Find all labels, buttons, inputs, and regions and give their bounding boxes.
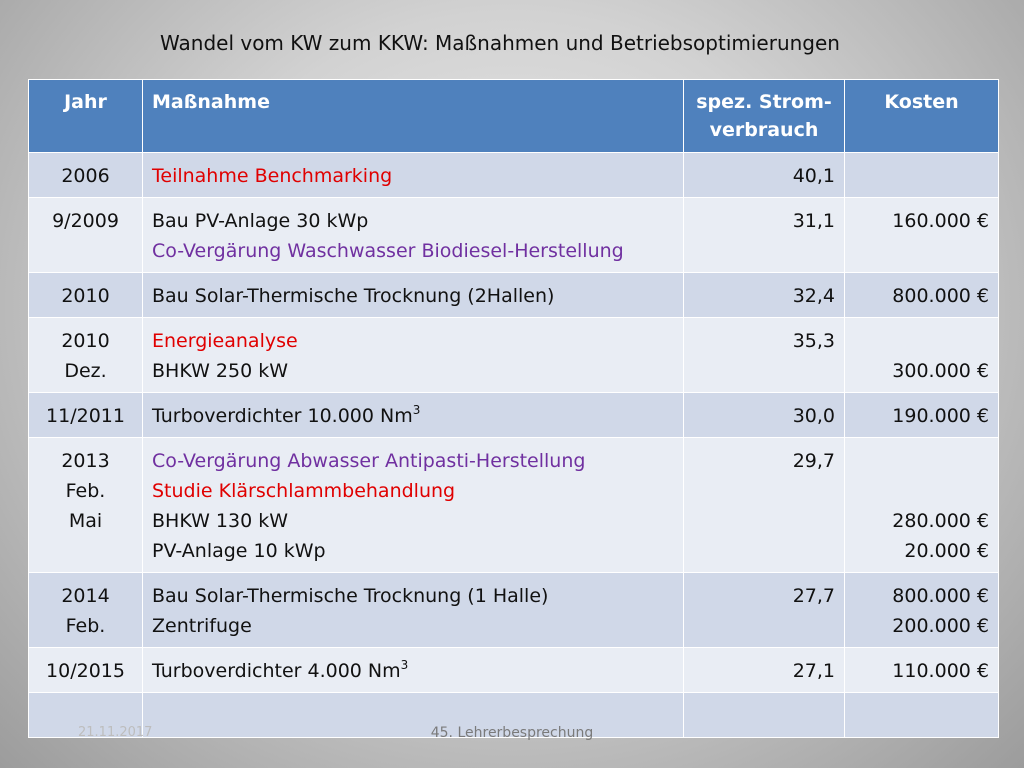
cell-text: 11/2011 [46, 405, 125, 427]
cell-text: Dez. [64, 360, 107, 382]
cell-text: Energieanalyse [152, 330, 298, 352]
cell-line [693, 281, 835, 311]
slide-title: Wandel vom KW zum KKW: Maßnahmen und Betriebsoptimierungen [160, 31, 840, 55]
cell-kosten [845, 198, 999, 273]
footer-event: 45. Lehrerbesprechung [430, 725, 594, 741]
cell-text: Turboverdichter 4.000 Nm [152, 660, 401, 682]
table-row [29, 573, 999, 648]
cell-kosten [845, 393, 999, 438]
cell-jahr [29, 573, 143, 648]
cell-line [693, 581, 835, 611]
cell-text: 190.000 € [892, 405, 989, 427]
cell-line [38, 401, 133, 431]
cell-line [152, 356, 674, 386]
cell-strom [684, 198, 845, 273]
cell-text: Studie Klärschlammbehandlung [152, 480, 456, 502]
cell-text: 2006 [61, 165, 110, 187]
cell-text: 32,4 [792, 285, 835, 307]
table-row [29, 153, 999, 198]
cell-jahr [29, 273, 143, 318]
table-row [29, 438, 999, 573]
cell-massnahme [143, 648, 684, 693]
cell-line [693, 656, 835, 686]
cell-text: 160.000 € [892, 210, 989, 232]
cell-line [854, 656, 989, 686]
cell-text: Co-Vergärung Waschwasser Biodiesel-Herstellung [152, 240, 624, 262]
table-header-row [29, 80, 999, 153]
cell-massnahme [143, 198, 684, 273]
cell-line [854, 611, 989, 641]
cell-kosten [845, 318, 999, 393]
table-body [29, 153, 999, 738]
cell-line [152, 206, 674, 236]
cell-line [38, 206, 133, 236]
table-row [29, 648, 999, 693]
cell-jahr [29, 153, 143, 198]
cell-kosten [845, 438, 999, 573]
cell-line [38, 506, 133, 536]
cell-text: BHKW 130 kW [152, 510, 289, 532]
cell-line [38, 281, 133, 311]
cell-text: PV-Anlage 10 kWp [152, 540, 326, 562]
cell-text: 2013 [61, 450, 110, 472]
cell-jahr [29, 438, 143, 573]
cell-line [152, 611, 674, 641]
cell-line [693, 326, 835, 356]
cell-text: 30,0 [792, 405, 835, 427]
cell-text: 10/2015 [46, 660, 125, 682]
cell-text: 300.000 € [892, 360, 989, 382]
cell-line [854, 206, 989, 236]
cell-strom [684, 573, 845, 648]
cell-line [854, 326, 989, 356]
header-strom: spez. Strom-verbrauch [684, 80, 845, 153]
cell-line [854, 281, 989, 311]
cell-text: 29,7 [792, 450, 835, 472]
cell-text: 9/2009 [52, 210, 119, 232]
cell-text: 35,3 [792, 330, 835, 352]
cell-text: Mai [68, 510, 103, 532]
cell-strom [684, 648, 845, 693]
cell-line [38, 446, 133, 476]
cell-strom [684, 438, 845, 573]
cell-massnahme [143, 573, 684, 648]
cell-text: 20.000 € [904, 540, 989, 562]
cell-kosten [845, 273, 999, 318]
cell-line [693, 401, 835, 431]
cell-text: Feb. [65, 480, 106, 502]
cell-text: Zentrifuge [152, 615, 252, 637]
header-kosten: Kosten [845, 80, 999, 153]
cell-line [38, 356, 133, 386]
cell-text: Feb. [65, 615, 106, 637]
cell-text: Co-Vergärung Abwasser Antipasti-Herstellung [152, 450, 586, 472]
cell-line [152, 161, 674, 191]
cell-text: 2014 [61, 585, 110, 607]
cell-text: 2010 [61, 330, 110, 352]
cell-line [152, 281, 674, 311]
cell-line [693, 206, 835, 236]
cell-line [854, 581, 989, 611]
cell-line [854, 476, 989, 506]
header-jahr: Jahr [29, 80, 143, 153]
cell-kosten [845, 153, 999, 198]
cell-line [854, 446, 989, 476]
table-row [29, 198, 999, 273]
cell-line [38, 326, 133, 356]
superscript: 3 [412, 403, 421, 417]
table-row [29, 393, 999, 438]
cell-line [38, 611, 133, 641]
cell-line [38, 476, 133, 506]
cell-line [38, 656, 133, 686]
cell-jahr [29, 648, 143, 693]
cell-text: 800.000 € [892, 585, 989, 607]
cell-jahr [29, 393, 143, 438]
header-massnahme: Maßnahme [143, 80, 684, 153]
cell-line [152, 326, 674, 356]
cell-line [38, 161, 133, 191]
cell-text: 27,7 [792, 585, 835, 607]
cell-text: 31,1 [792, 210, 835, 232]
cell-massnahme [143, 153, 684, 198]
cell-line [854, 401, 989, 431]
table-row [29, 318, 999, 393]
cell-text: 40,1 [792, 165, 835, 187]
cell-massnahme [143, 318, 684, 393]
cell-strom [684, 318, 845, 393]
cell-text: 110.000 € [892, 660, 989, 682]
superscript: 3 [400, 658, 409, 672]
cell-line [854, 506, 989, 536]
cell-text: 800.000 € [892, 285, 989, 307]
cell-text: BHKW 250 kW [152, 360, 289, 382]
cell-line [38, 581, 133, 611]
cell-line [152, 656, 674, 686]
cell-strom [684, 393, 845, 438]
cell-line [152, 506, 674, 536]
cell-massnahme [143, 393, 684, 438]
cell-line [152, 536, 674, 566]
cell-strom [684, 153, 845, 198]
cell-massnahme [143, 438, 684, 573]
cell-kosten [845, 648, 999, 693]
cell-massnahme [143, 273, 684, 318]
cell-text: 2010 [61, 285, 110, 307]
cell-line [152, 236, 674, 266]
cell-text: 280.000 € [892, 510, 989, 532]
footer-date: 21.11.2017 [78, 725, 153, 740]
measures-table [28, 79, 999, 738]
cell-line [152, 581, 674, 611]
cell-line [152, 446, 674, 476]
cell-strom [684, 273, 845, 318]
cell-line [693, 161, 835, 191]
cell-text: Bau Solar-Thermische Trocknung (2Hallen) [152, 285, 555, 307]
cell-line [152, 401, 674, 431]
cell-text: Bau Solar-Thermische Trocknung (1 Halle) [152, 585, 549, 607]
cell-line [152, 476, 674, 506]
cell-jahr [29, 198, 143, 273]
cell-text: Teilnahme Benchmarking [152, 165, 393, 187]
cell-kosten [845, 573, 999, 648]
cell-line [854, 356, 989, 386]
table-row [29, 273, 999, 318]
cell-line [693, 446, 835, 476]
cell-text: 27,1 [792, 660, 835, 682]
cell-text: Turboverdichter 10.000 Nm [152, 405, 413, 427]
cell-jahr [29, 318, 143, 393]
cell-text: Bau PV-Anlage 30 kWp [152, 210, 369, 232]
cell-text: 200.000 € [892, 615, 989, 637]
cell-line [854, 536, 989, 566]
